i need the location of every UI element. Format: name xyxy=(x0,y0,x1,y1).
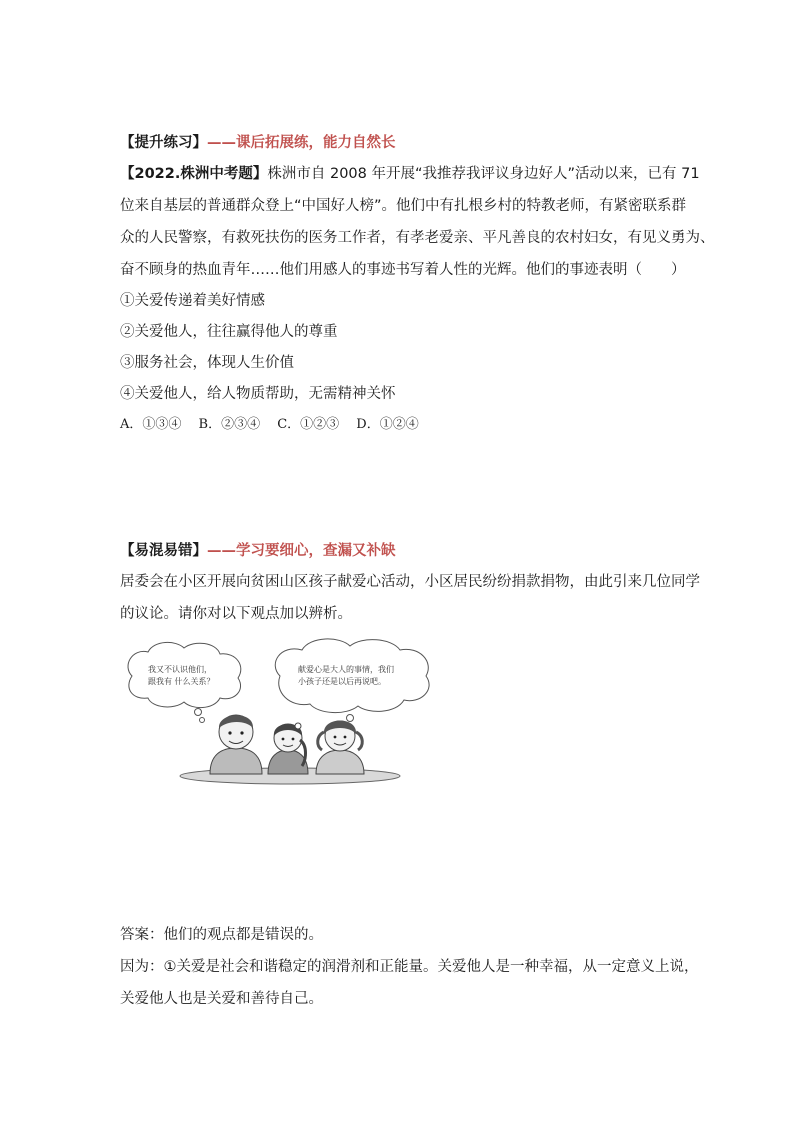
section-heading-practice xyxy=(120,133,680,153)
thought-bubble-right xyxy=(275,639,429,729)
section-bracket-title: 【提升练习】 xyxy=(120,135,207,151)
children-discussion-illustration xyxy=(118,636,440,786)
statement-2: ②关爱他人，往往赢得他人的尊重 xyxy=(120,324,338,340)
right-girl-figure xyxy=(316,721,364,775)
question-source: 【2022.株洲中考题】 xyxy=(120,166,268,182)
statement-4: ④关爱他人，给人物质帮助，无需精神关怀 xyxy=(120,386,396,402)
question-line-1 xyxy=(120,164,700,184)
section-slogan: ——课后拓展练，能力自然长 xyxy=(207,135,396,151)
question-text: 株洲市自 2008 年开展“我推荐我评议身边好人”活动以来，已有 71 xyxy=(267,166,700,182)
prompt-line-2: 的议论。请你对以下观点加以辨析。 xyxy=(120,606,352,622)
question-line-2: 位来自基层的普通群众登上“中国好人榜”。他们中有扎根乡村的特教老师，有紧密联系群 xyxy=(120,198,687,214)
answer-line-2: 因为：①关爱是社会和谐稳定的润滑剂和正能量。关爱他人是一种幸福，从一定意义上说， xyxy=(120,959,699,975)
thought-bubble-left xyxy=(128,642,241,722)
answer-line-3: 关爱他人也是关爱和善待自己。 xyxy=(120,991,323,1007)
section-bracket-title: 【易混易错】 xyxy=(120,543,207,559)
question-line-4: 奋不顾身的热血青年……他们用感人的事迹书写着人性的光辉。他们的事迹表明（ ） xyxy=(120,262,686,278)
bubble-right-line-2: 小孩子还是以后再说吧。 xyxy=(298,677,386,686)
middle-girl-figure xyxy=(268,723,308,774)
question-line-3: 众的人民警察，有救死扶伤的医务工作者，有孝老爱亲、平凡善良的农村妇女，有见义勇为、 xyxy=(120,230,715,246)
statement-3: ③服务社会，体现人生价值 xyxy=(120,355,294,371)
bubble-left-line-2: 跟我有 什么关系？ xyxy=(148,677,215,686)
answer-options: A．①③④ B．②③④ C．①②③ D．①②④ xyxy=(120,417,419,432)
section-heading-errors xyxy=(120,541,680,561)
boy-figure xyxy=(210,715,262,774)
prompt-line-1: 居委会在小区开展向贫困山区孩子献爱心活动，小区居民纷纷捐款捐物，由此引来几位同学 xyxy=(120,574,700,590)
statement-1: ①关爱传递着美好情感 xyxy=(120,293,265,309)
answer-line-1: 答案：他们的观点都是错误的。 xyxy=(120,927,323,943)
section-slogan: ——学习要细心，查漏又补缺 xyxy=(207,543,396,559)
bubble-right-line-1: 献爱心是大人的事情，我们 xyxy=(298,665,394,674)
bubble-left-line-1: 我又不认识他们， xyxy=(148,665,212,674)
